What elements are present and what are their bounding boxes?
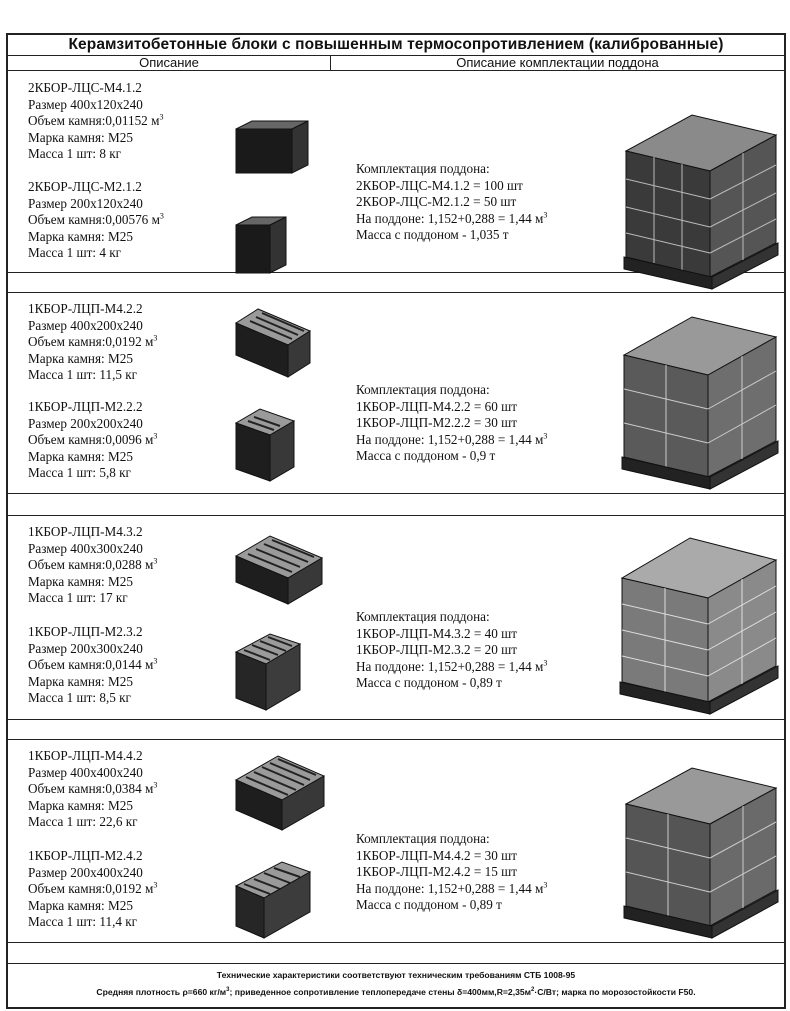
block-mass: Масса 1 шт: 5,8 кг: [28, 465, 131, 481]
block-size: Размер 400х200х240: [28, 317, 143, 333]
pallet-mass: Масса с поддоном - 0,9 т: [356, 448, 496, 464]
block-grade: Марка камня: М25: [28, 573, 133, 589]
pallet-line: 1КБОР-ЛЦП-М2.2.2 = 30 шт: [356, 415, 518, 431]
block-image: [230, 750, 330, 834]
document-title: Керамзитобетонные блоки с повышенным термосопротивлением (калиброванные): [8, 35, 784, 56]
block-spec: [28, 80, 163, 163]
pallet-image: [620, 109, 782, 291]
block-volume: Объем камня:0,0144 $м^3$: [28, 656, 158, 673]
pallet-heading: Комплектация поддона:: [356, 831, 490, 846]
block-name: 1КБОР-ЛЦП-М4.4.2: [28, 748, 143, 763]
block-spec: [28, 748, 157, 831]
pallet-mass: Масса с поддоном - 0,89 т: [356, 897, 502, 913]
block-spec: [28, 179, 164, 262]
block-name: 1КБОР-ЛЦП-М2.2.2: [28, 399, 143, 414]
pallet-volume: На поддоне: 1,152+0,288 = 1,44 $м^3$: [356, 431, 548, 447]
block-image: [230, 858, 316, 942]
pallet-line: 1КБОР-ЛЦП-М4.4.2 = 30 шт: [356, 847, 518, 863]
block-mass: Масса 1 шт: 17 кг: [28, 590, 128, 606]
block-image: [230, 117, 312, 177]
block-size: Размер 400х300х240: [28, 540, 143, 556]
pallet-volume: На поддоне: 1,152+0,288 = 1,44 $м^3$: [356, 658, 548, 674]
block-name: 2КБОР-ЛЦС-М2.1.2: [28, 179, 142, 194]
footer-line-2: Средняя плотность ρ=660 $кг/м^3$; приведенное сопротивление теплопередаче стены $\delta=400мм,R=2,35м^2\cdot С/Вт$; марка по морозостойкости F50.: [96, 987, 696, 997]
column-header-description: Описание: [8, 55, 331, 71]
block-image: [230, 630, 306, 714]
block-size: Размер 200х300х240: [28, 640, 143, 656]
block-grade: Марка камня: М25: [28, 673, 133, 689]
block-image: [230, 405, 300, 485]
block-image: [230, 213, 292, 277]
block-image: [230, 530, 328, 608]
block-mass: Масса 1 шт: 8 кг: [28, 146, 122, 162]
pallet-mass: Масса с поддоном - 1,035 т: [356, 227, 509, 243]
pallet-spec: [356, 161, 547, 244]
footer-line-1: Технические характеристики соответствуют техническим требованиям СТБ 1008-95: [216, 970, 576, 980]
block-volume: Объем камня:0,0384 $м^3$: [28, 780, 158, 797]
pallet-spec: [356, 831, 547, 914]
block-spec: [28, 399, 157, 482]
document-sheet: [6, 33, 786, 1009]
block-mass: Масса 1 шт: 4 кг: [28, 245, 122, 261]
column-header-pallet: Описание комплектации поддона: [331, 55, 784, 71]
block-image: [230, 301, 316, 383]
product-group-4: [8, 739, 784, 943]
block-volume: Объем камня:0,0192 $м^3$: [28, 333, 158, 350]
block-volume: Объем камня:0,0192 $м^3$: [28, 880, 158, 897]
pallet-image: [620, 762, 782, 944]
block-name: 2КБОР-ЛЦС-М4.1.2: [28, 80, 142, 95]
block-name: 1КБОР-ЛЦП-М4.2.2: [28, 301, 143, 316]
pallet-line: 2КБОР-ЛЦС-М4.1.2 = 100 шт: [356, 177, 523, 193]
footer-notes: [8, 963, 784, 1010]
pallet-heading: Комплектация поддона:: [356, 382, 490, 397]
block-name: 1КБОР-ЛЦП-М2.3.2: [28, 624, 143, 639]
product-group-2: [8, 292, 784, 494]
block-grade: Марка камня: М25: [28, 448, 133, 464]
pallet-heading: Комплектация поддона:: [356, 161, 490, 176]
block-name: 1КБОР-ЛЦП-М4.3.2: [28, 524, 143, 539]
block-mass: Масса 1 шт: 8,5 кг: [28, 690, 131, 706]
block-mass: Масса 1 шт: 22,6 кг: [28, 814, 138, 830]
pallet-heading: Комплектация поддона:: [356, 609, 490, 624]
block-size: Размер 200х120х240: [28, 195, 143, 211]
pallet-line: 1КБОР-ЛЦП-М2.4.2 = 15 шт: [356, 864, 518, 880]
pallet-spec: [356, 609, 547, 692]
pallet-line: 1КБОР-ЛЦП-М2.3.2 = 20 шт: [356, 642, 518, 658]
pallet-image: [618, 311, 782, 493]
block-spec: [28, 624, 157, 707]
block-volume: Объем камня:0,00576 $м^3$: [28, 211, 164, 228]
pallet-volume: На поддоне: 1,152+0,288 = 1,44 $м^3$: [356, 210, 548, 226]
pallet-line: 2КБОР-ЛЦС-М2.1.2 = 50 шт: [356, 194, 517, 210]
block-name: 1КБОР-ЛЦП-М2.4.2: [28, 848, 143, 863]
pallet-volume: На поддоне: 1,152+0,288 = 1,44 $м^3$: [356, 880, 548, 896]
pallet-spec: [356, 382, 547, 465]
block-spec: [28, 848, 157, 931]
product-group-3: [8, 515, 784, 720]
block-grade: Марка камня: М25: [28, 897, 133, 913]
block-size: Размер 200х400х240: [28, 864, 143, 880]
product-group-1: [8, 71, 784, 273]
pallet-image: [616, 532, 782, 718]
block-size: Размер 200х200х240: [28, 415, 143, 431]
block-mass: Масса 1 шт: 11,4 кг: [28, 914, 138, 930]
block-size: Размер 400х120х240: [28, 96, 143, 112]
block-spec: [28, 524, 157, 607]
pallet-line: 1КБОР-ЛЦП-М4.2.2 = 60 шт: [356, 398, 518, 414]
block-spec: [28, 301, 157, 384]
block-grade: Марка камня: М25: [28, 350, 133, 366]
pallet-line: 1КБОР-ЛЦП-М4.3.2 = 40 шт: [356, 625, 518, 641]
block-mass: Масса 1 шт: 11,5 кг: [28, 367, 138, 383]
block-volume: Объем камня:0,01152 $м^3$: [28, 112, 164, 129]
block-grade: Марка камня: М25: [28, 228, 133, 244]
block-grade: Марка камня: М25: [28, 797, 133, 813]
block-grade: Марка камня: М25: [28, 129, 133, 145]
block-volume: Объем камня:0,0288 $м^3$: [28, 556, 158, 573]
block-size: Размер 400х400х240: [28, 764, 143, 780]
pallet-mass: Масса с поддоном - 0,89 т: [356, 675, 502, 691]
block-volume: Объем камня:0,0096 $м^3$: [28, 431, 158, 448]
